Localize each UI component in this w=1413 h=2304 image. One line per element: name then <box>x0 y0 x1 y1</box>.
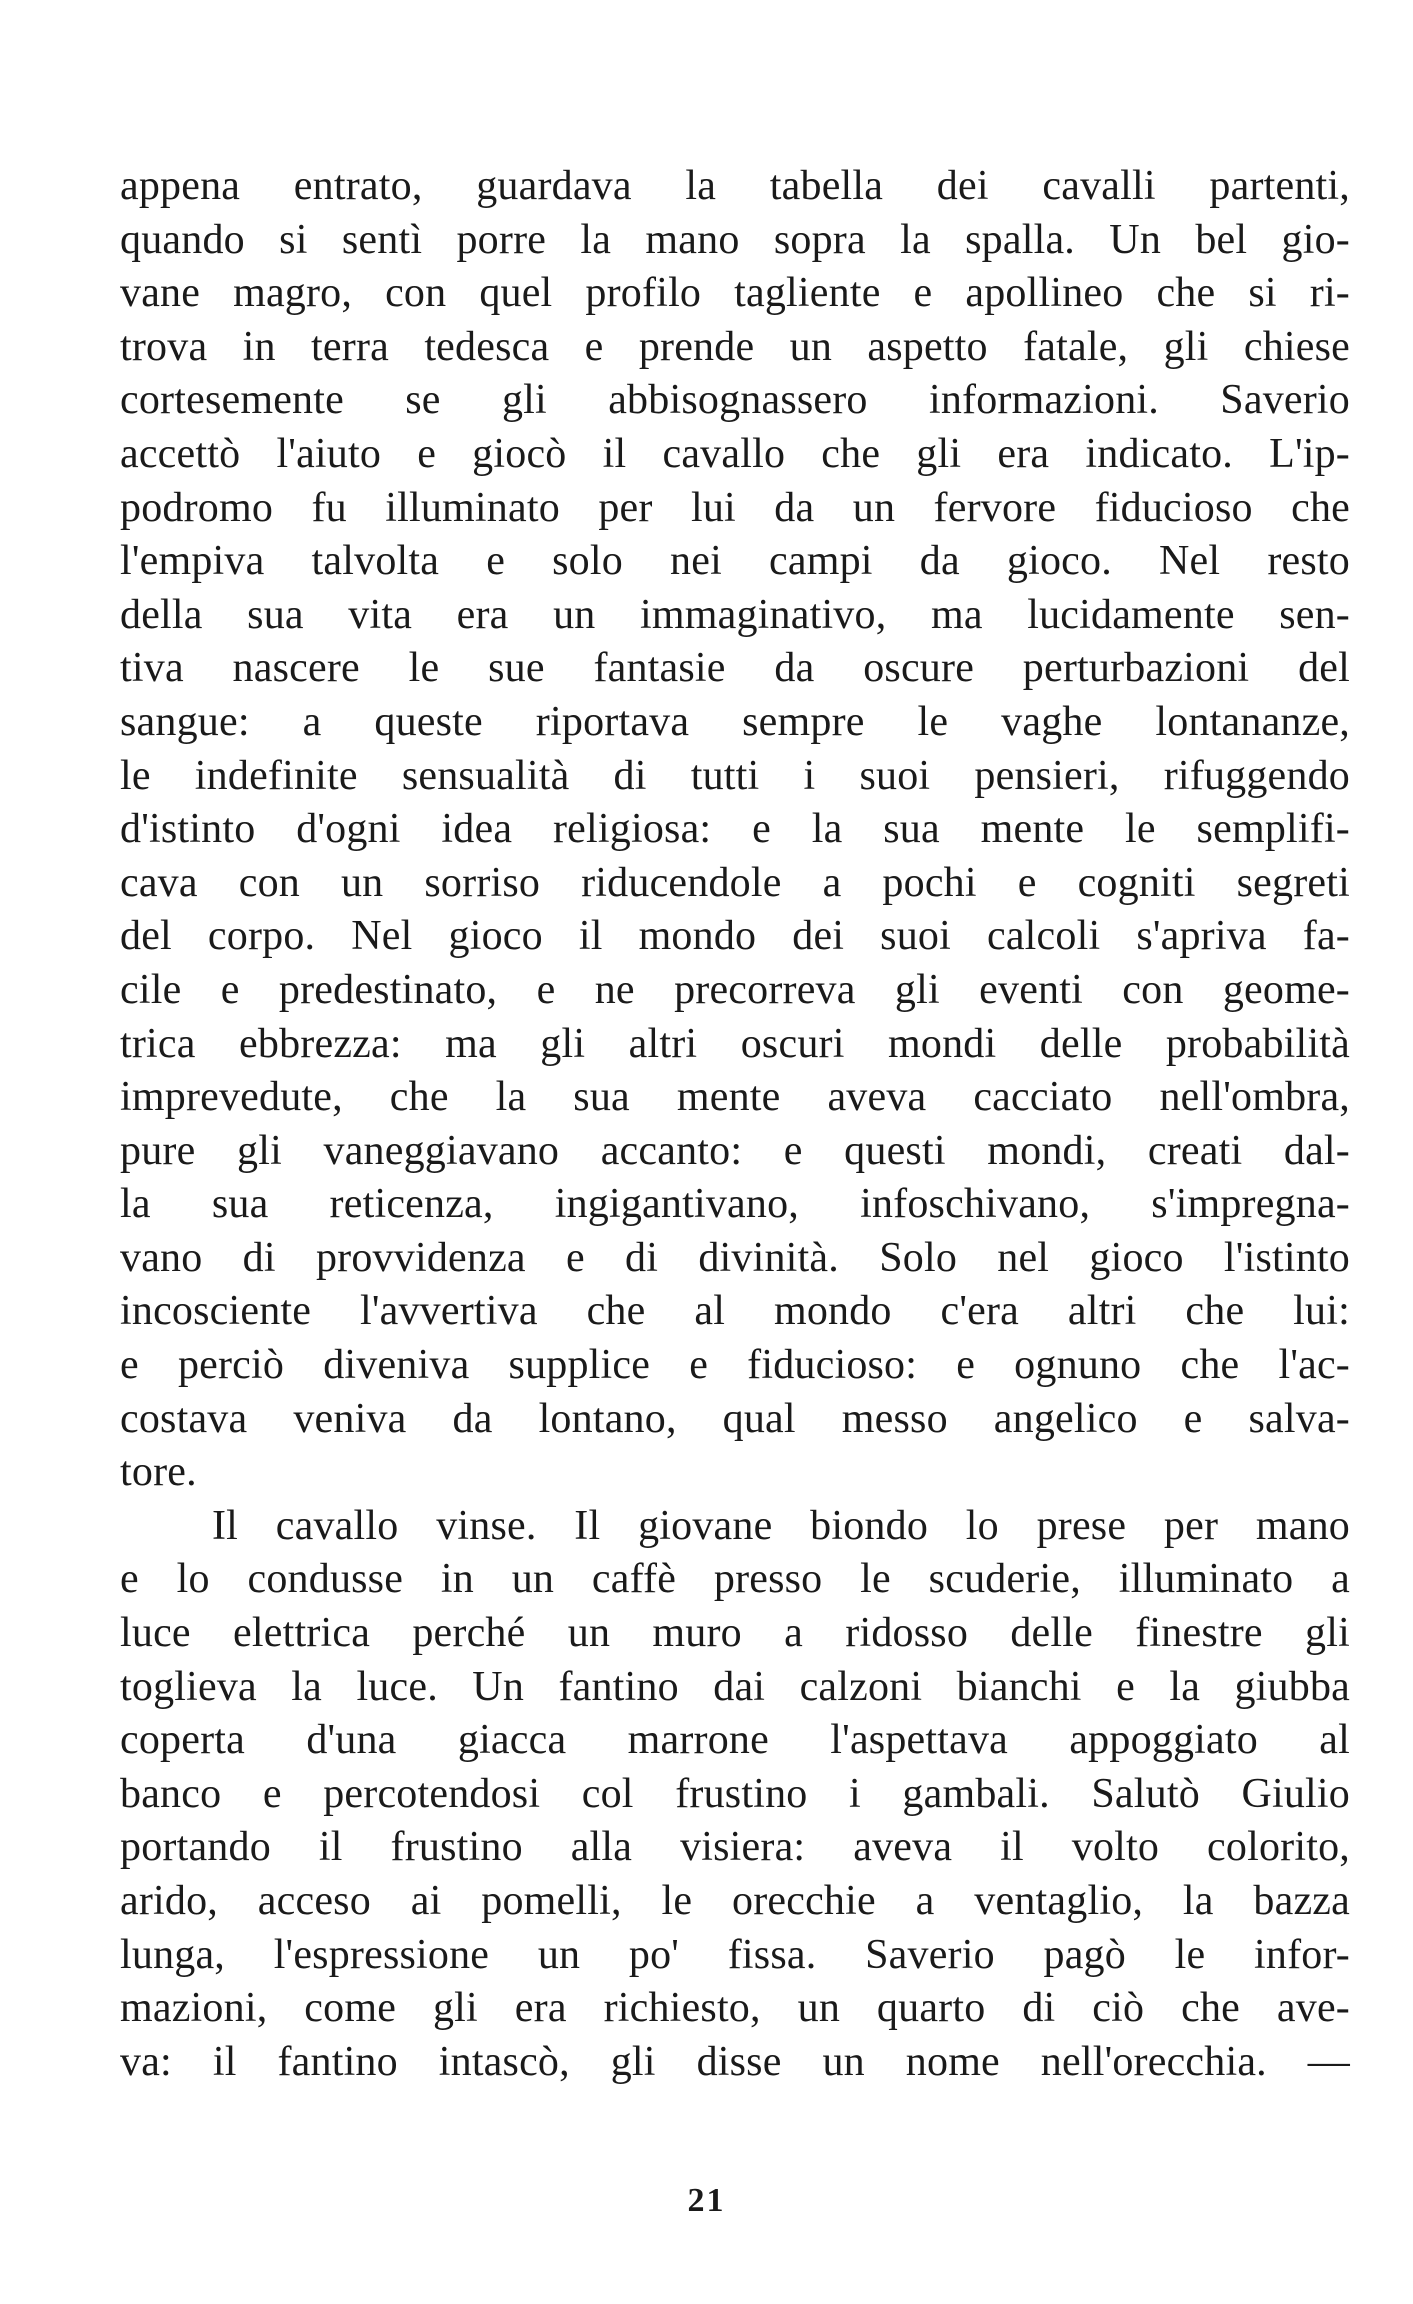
text-line: podromo fu illuminato per lui da un fervore fiducioso che <box>120 484 1350 531</box>
text-line: accettò l'aiuto e giocò il cavallo che gli era indicato. L'ip- <box>120 430 1350 477</box>
text-line: cile e predestinato, e ne precorreva gli eventi con geome- <box>120 966 1350 1013</box>
text-line: appena entrato, guardava la tabella dei cavalli partenti, <box>120 163 1350 209</box>
text-line: la sua reticenza, ingigantivano, infoschivano, s'impregna- <box>120 1181 1350 1228</box>
text-line: toglieva la luce. Un fantino dai calzoni bianchi e la giubba <box>120 1663 1350 1710</box>
text-line: pure gli vaneggiavano accanto: e questi mondi, creati dal- <box>120 1127 1350 1174</box>
text-line: costava veniva da lontano, qual messo angelico e salva- <box>120 1395 1350 1442</box>
text-line: cortesemente se gli abbisognassero informazioni. Saverio <box>120 377 1350 424</box>
text-line: l'empiva talvolta e solo nei campi da gioco. Nel resto <box>120 538 1350 585</box>
text-line: mazioni, come gli era richiesto, un quarto di ciò che ave- <box>120 1985 1350 2032</box>
text-line: va: il fantino intascò, gli disse un nome nell'orecchia. — <box>120 2038 1350 2085</box>
text-line: le indefinite sensualità di tutti i suoi pensieri, rifuggendo <box>120 752 1350 799</box>
page-number: 21 <box>687 2182 726 2219</box>
text-line: incosciente l'avvertiva che al mondo c'era altri che lui: <box>120 1288 1350 1335</box>
text-line: quando si sentì porre la mano sopra la spalla. Un bel gio- <box>120 216 1350 263</box>
text-line: imprevedute, che la sua mente aveva cacciato nell'ombra, <box>120 1074 1350 1121</box>
text-line: sangue: a queste riportava sempre le vaghe lontananze, <box>120 698 1350 745</box>
text-line: e perciò diveniva supplice e fiducioso: e ognuno che l'ac- <box>120 1342 1350 1389</box>
body-text <box>120 160 1350 2089</box>
text-line: d'istinto d'ogni idea religiosa: e la sua mente le semplifi- <box>120 806 1350 853</box>
text-line: e lo condusse in un caffè presso le scuderie, illuminato a <box>120 1556 1350 1603</box>
text-line: arido, acceso ai pomelli, le orecchie a ventaglio, la bazza <box>120 1878 1350 1924</box>
text-line: trica ebbrezza: ma gli altri oscuri mondi delle probabilità <box>120 1020 1350 1067</box>
text-line: coperta d'una giacca marrone l'aspettava appoggiato al <box>120 1717 1350 1764</box>
text-line: luce elettrica perché un muro a ridosso delle finestre gli <box>120 1610 1350 1657</box>
text-line: tiva nascere le sue fantasie da oscure perturbazioni del <box>120 645 1350 692</box>
text-line: della sua vita era un immaginativo, ma lucidamente sen- <box>120 591 1350 638</box>
paragraph-end-line: tore. <box>120 1449 197 1496</box>
text-line: lunga, l'espressione un po' fissa. Saverio pagò le infor- <box>120 1931 1350 1978</box>
text-line: banco e percotendosi col frustino i gambali. Salutò Giulio <box>120 1770 1350 1817</box>
text-line: trova in terra tedesca e prende un aspetto fatale, gli chiese <box>120 323 1350 370</box>
text-line: del corpo. Nel gioco il mondo dei suoi calcoli s'apriva fa- <box>120 913 1350 960</box>
text-line: vano di provvidenza e di divinità. Solo nel gioco l'istinto <box>120 1234 1350 1281</box>
text-line: vane magro, con quel profilo tagliente e apollineo che si ri- <box>120 270 1350 317</box>
text-line: portando il frustino alla visiera: aveva il volto colorito, <box>120 1824 1350 1871</box>
paragraph-start-line: Il cavallo vinse. Il giovane biondo lo prese per mano <box>212 1502 1350 1549</box>
text-line: cava con un sorriso riducendole a pochi e cogniti segreti <box>120 859 1350 906</box>
